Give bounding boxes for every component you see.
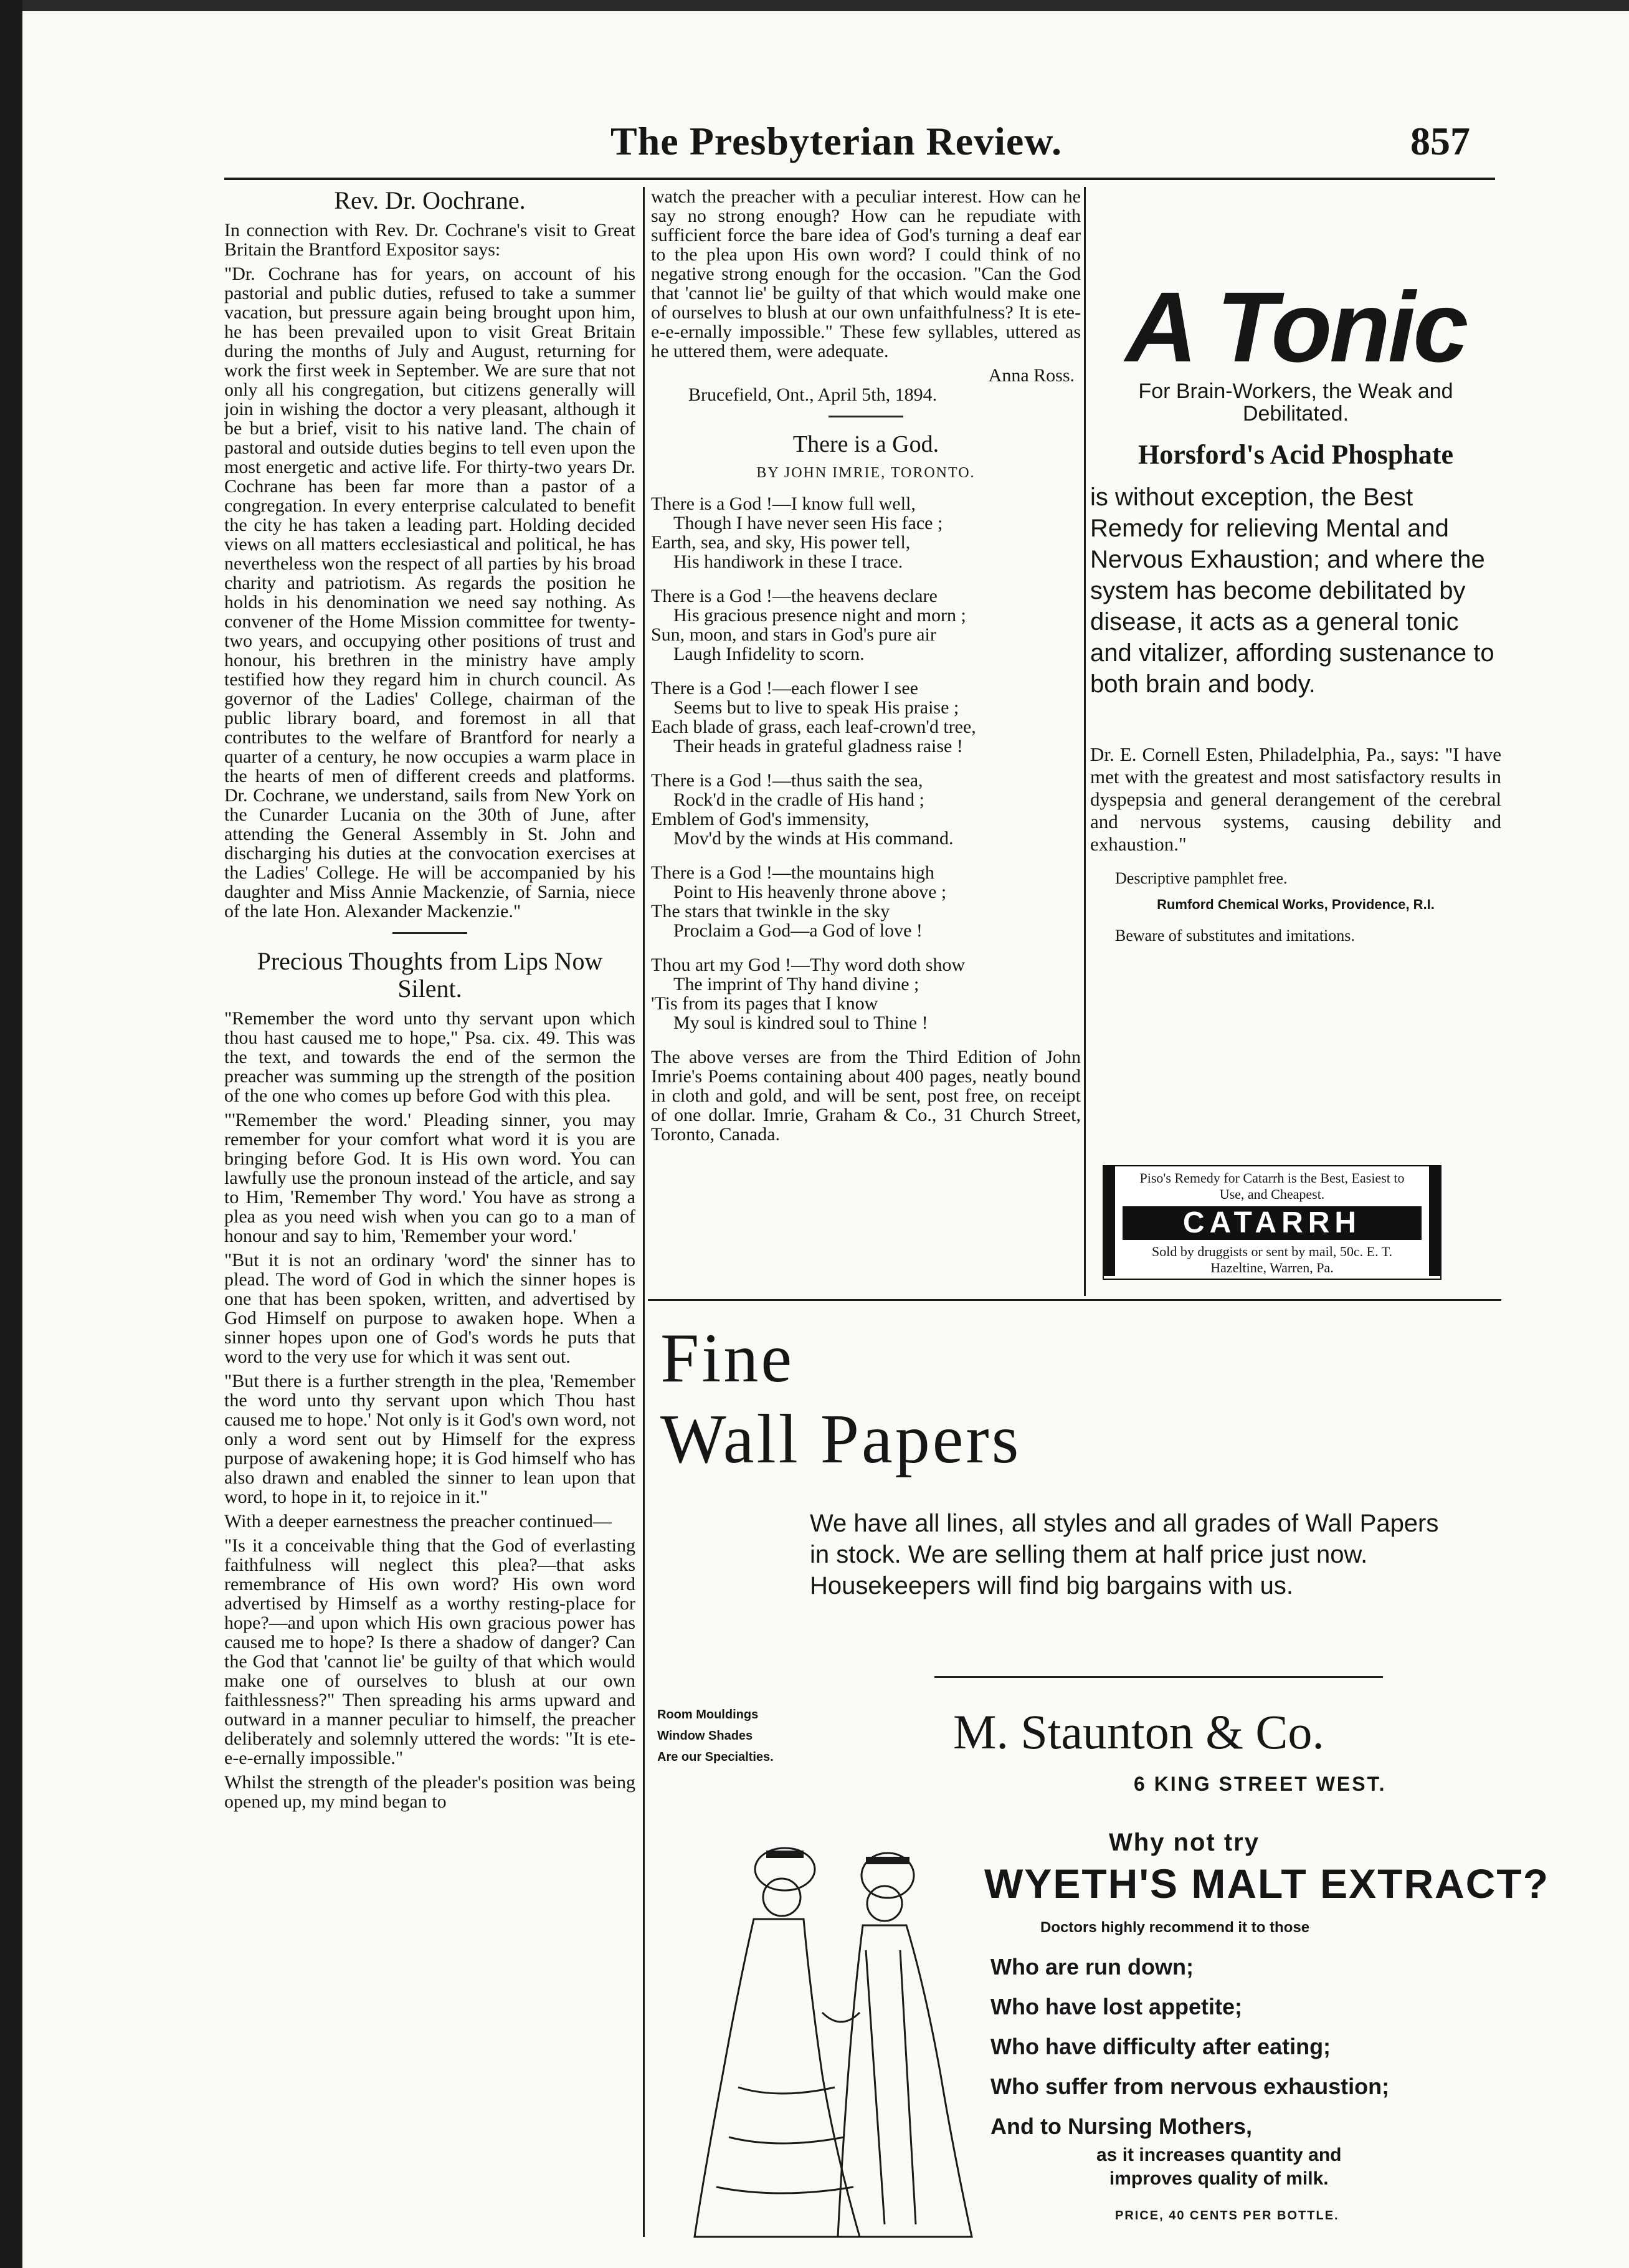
cochrane-paragraph-2: "Dr. Cochrane has for years, on account of his pastorial and public duties, refused to take a summer vacation, but pressure again being brought upon him, he has been prevailed upon to visit Great Britain during the months of July and August, returning for work the first week in September. We are sure that not only all his congregation, but citizens generally will join in wishing the doctor a very pleasant, although it be but a brief, visit to his native land. The chain of pastoral and outside duties begins to tell even upon the most energetic and active life. For thirty-two years Dr. Cochrane has been far more than a pastor of a congregation. In every enterprise calculated to benefit the city he has taken a leading part. Holding decided views on all matters ecclesiastical and political, he has nevertheless won the respect of all parties by his broad charity and patriotism. As regards the position he holds in his denomination we need say nothing. As convener of the Home Mission committee for twenty-two years, and occupying other positions of trust and honour, his brethren in the ministry have amply testified how they regard him in church council. As governor of the Ladies' College, chairman of the public library board, and foremost in all that contributes to the welfare of Brantford for nearly a quarter of a century, he now occupies a warm place in the hearts of men of different creeds and platforms. Dr. Cochrane, we understand, sails from New York on the Cunarder Lucania on the 30th of June, after attending the General Assembly in St. John and discharging his duties at the convocation exercises at the Ladies' College. He will be accompanied by his daughter and Miss Annie Mackenzie, of Sarnia, niece of the late Hon. Alexander Mackenzie." <box>224 264 635 922</box>
poem-line: There is a God !—the heavens declare <box>651 586 938 606</box>
ad-body: is without exception, the Best Remedy for relieving Mental and Nervous Exhaustion; and where the system has become debilitated by disease, it acts as a general tonic and vitalizer, affording sustenance to both brain and body. <box>1090 484 1494 698</box>
audience-line: And to Nursing Mothers, <box>990 2113 1252 2139</box>
poem-line: There is a God !—I know full well, <box>651 493 916 514</box>
audience-line: Who have lost appetite; <box>990 1994 1243 2019</box>
cochrane-paragraph-1: In connection with Rev. Dr. Cochrane's visit to Great Britain the Brantford Expositor says: <box>224 220 635 260</box>
catarrh-word: CATARRH <box>1123 1206 1422 1240</box>
poem-byline: BY JOHN IMRIE, TORONTO. <box>756 465 976 481</box>
poem-line: Each blade of grass, each leaf-crown'd tree, <box>651 717 976 737</box>
poem-line: Their heads in grateful gladness raise ! <box>673 736 963 756</box>
ad-catarrh <box>1103 1165 1441 1280</box>
ad-horsford <box>1090 187 1501 1284</box>
ad-beware: Beware of substitutes and imitations. <box>1115 927 1355 945</box>
wallpaper-rule <box>934 1676 1383 1678</box>
company-address: 6 KING STREET WEST. <box>1134 1773 1387 1795</box>
poem-stanza <box>651 679 1081 756</box>
poem-line: Though I have never seen His face ; <box>673 513 943 533</box>
poem-line: Thou art my God !—Thy word doth show <box>651 955 966 975</box>
dateline: Brucefield, Ont., April 5th, 1894. <box>688 384 938 405</box>
continuation-text: watch the preacher with a peculiar interest. How can he say no strong enough? How can he repudiate with sufficient force the bare idea of God's turning a deaf ear to the plea upon His own word? I could think of no negative strong enough for the occasion. "Can the God that 'cannot lie' be guilty of that which would make one of ourselves to blush at our own unfaithfulness? It is ete-e-e-ernally impossible." These few syllables, uttered as he uttered them, were adequate. <box>651 187 1081 361</box>
wyeth-benefit <box>1096 2143 1341 2191</box>
ad-testimonial: Dr. E. Cornell Esten, Philadelphia, Pa., says: "I have met with the greatest and most satisfactory results in dyspepsia and general derangement of the cerebral and nervous systems, causing debility and exhaustion." <box>1090 743 1501 855</box>
wyeth-audience-list <box>990 1947 1389 2146</box>
ad-product-name: Horsford's Acid Phosphate <box>1137 439 1454 470</box>
wyeth-product: WYETH'S MALT EXTRACT? <box>984 1861 1550 1907</box>
header-rule <box>224 178 1495 180</box>
column-middle <box>651 187 1081 1284</box>
audience-line: Who are run down; <box>990 1954 1194 1980</box>
column-left <box>224 187 635 2231</box>
poem-line: There is a God !—each flower I see <box>651 678 918 698</box>
poem-line: Proclaim a God—a God of love ! <box>673 920 923 941</box>
poem-line: Laugh Infidelity to scorn. <box>673 644 865 664</box>
poem-stanza <box>651 955 1081 1032</box>
benefit-line: improves quality of milk. <box>1109 2168 1329 2189</box>
section-divider <box>392 932 467 934</box>
thoughts-paragraph-5: With a deeper earnestness the preacher continued— <box>224 1511 612 1532</box>
page-edge-top <box>0 0 1629 11</box>
page-number: 857 <box>1410 119 1470 163</box>
poem-line: Seems but to live to speak His praise ; <box>673 697 959 718</box>
poem-line: Rock'd in the cradle of His hand ; <box>673 789 924 810</box>
masthead <box>610 118 1470 174</box>
catarrh-top-text: Piso's Remedy for Catarrh is the Best, Easiest to Use, and Cheapest. <box>1139 1170 1405 1202</box>
ad-maker: Rumford Chemical Works, Providence, R.I. <box>1157 897 1435 912</box>
wallpaper-headline-2: Wall Papers <box>660 1401 1022 1478</box>
poem-line: Earth, sea, and sky, His power tell, <box>651 532 911 553</box>
newspaper-title: The Presbyterian Review. <box>610 119 1062 163</box>
poem-stanza <box>651 494 1081 571</box>
poem-line: 'Tis from its pages that I know <box>651 993 878 1014</box>
audience-line: Who have difficulty after eating; <box>990 2034 1331 2059</box>
poem-line: The stars that twinkle in the sky <box>651 901 890 922</box>
thoughts-paragraph-1: "Remember the word unto thy servant upon which thou hast caused me to hope," Psa. cix. 49. This was the text, and towards the end of the sermon the preacher was summing up the strength of the position of the one who comes up before God with this plea. <box>224 1008 635 1106</box>
poem-line: Sun, moon, and stars in God's pure air <box>651 624 936 645</box>
ad-border-bar <box>1429 1166 1440 1276</box>
article-heading-thoughts: Precious Thoughts from Lips Now Silent. <box>257 947 603 1003</box>
poem-line: There is a God !—thus saith the sea, <box>651 770 923 791</box>
wyeth-why: Why not try <box>1109 1829 1260 1856</box>
poem-line: Emblem of God's immensity, <box>651 809 870 829</box>
thoughts-paragraph-7: Whilst the strength of the pleader's position was being opened up, my mind began to <box>224 1772 635 1812</box>
ad-subline: For Brain-Workers, the Weak and Debilitated. <box>1138 379 1453 426</box>
poem-stanza <box>651 586 1081 664</box>
thoughts-paragraph-2: "'Remember the word.' Pleading sinner, you may remember for your comfort what word it is you are bringing before God. It is His own word. You can lawfully use the pronoun instead of the article, and say to Him, 'Remember Thy word.' You have as strong a plea as you need wish when you can go to a man of honour and say to him, 'Remember your word.' <box>224 1110 635 1246</box>
section-divider <box>829 416 903 417</box>
company-name: M. Staunton & Co. <box>953 1705 1324 1759</box>
specialty-line: Are our Specialties. <box>657 1750 774 1764</box>
poem-stanza <box>651 771 1081 848</box>
poem-line: Mov'd by the winds at His command. <box>673 828 954 849</box>
page-edge-left <box>0 0 22 2268</box>
poem-title: There is a God. <box>792 431 939 457</box>
thoughts-paragraph-4: "But there is a further strength in the plea, 'Remember the word unto thy servant upon which Thou hast caused me to hope.' Not only is it God's own word, not only a word sent out by Himself for the express purpose of awakening hope; it is God himself who has also drawn and enabled the sinner to lean upon that word, to hope in it, to rejoice in it." <box>224 1371 635 1507</box>
wyeth-price: PRICE, 40 CENTS PER BOTTLE. <box>1115 2209 1339 2223</box>
specialty-line: Window Shades <box>657 1729 753 1743</box>
audience-line: Who suffer from nervous exhaustion; <box>990 2074 1390 2099</box>
two-women-illustration <box>679 1826 990 2249</box>
poem-line: His gracious presence night and morn ; <box>673 605 966 626</box>
signature: Anna Ross. <box>988 365 1075 386</box>
benefit-line: as it increases quantity and <box>1096 2145 1342 2165</box>
thoughts-paragraph-3: "But it is not an ordinary 'word' the sinner has to plead. The word of God in which the sinner hopes is one that has been spoken, written, and advertised by God Himself on purpose to awaken hope. When a sinner hopes upon one of God's words he puts that word to the very use for which it was sent out. <box>224 1250 635 1367</box>
poem-line: There is a God !—the mountains high <box>651 862 934 883</box>
column-rule-1 <box>643 187 645 2237</box>
article-heading-cochrane: Rev. Dr. Oochrane. <box>334 187 526 214</box>
poem-line: Point to His heavenly throne above ; <box>673 882 947 902</box>
poem-stanza <box>651 863 1081 940</box>
wallpaper-body: We have all lines, all styles and all grades of Wall Papers in stock. We are selling them at half price just now. Housekeepers will find big bargains with us. <box>810 1510 1439 1599</box>
catarrh-bottom-text: Sold by druggists or sent by mail, 50c. E. T. Hazeltine, Warren, Pa. <box>1152 1244 1392 1275</box>
ad-headline: A Tonic <box>1125 271 1466 383</box>
poem-line: His handiwork in these I trace. <box>673 551 903 572</box>
wyeth-doctors: Doctors highly recommend it to those <box>1040 1919 1310 1936</box>
specialty-line: Room Mouldings <box>657 1708 759 1722</box>
poem-line: The imprint of Thy hand divine ; <box>673 974 919 994</box>
ad-rule-horizontal <box>648 1299 1501 1301</box>
poem-line: My soul is kindred soul to Thine ! <box>673 1012 928 1033</box>
ad-pamphlet-note: Descriptive pamphlet free. <box>1115 869 1288 887</box>
thoughts-paragraph-6: "Is it a conceivable thing that the God of everlasting faithfulness will neglect this plea?—that asks remembrance of His own word? His own word advertised by Himself as a worthy resting-place for hope?—and upon which His own gracious power has caused me to hope? Is there a shadow of danger? Can the God that 'cannot lie' be guilty of that which would make one of ourselves to blush at our own faithlessness?" Then spreading his arms upward and outward in a manner peculiar to himself, the preacher deliberately and solemnly uttered the words: "It is ete-e-e-ernally impossible." <box>224 1535 635 1768</box>
ad-border-bar <box>1104 1166 1115 1276</box>
poem-publication-note: The above verses are from the Third Edition of John Imrie's Poems containing about 400 pages, neatly bound in cloth and gold, and will be sent, post free, on receipt of one dollar. Imrie, Graham & Co., 31 Church Street, Toronto, Canada. <box>651 1047 1081 1145</box>
column-rule-2 <box>1084 187 1086 1296</box>
wallpaper-specialties <box>657 1704 774 1768</box>
wallpaper-headline-1: Fine <box>660 1320 795 1397</box>
